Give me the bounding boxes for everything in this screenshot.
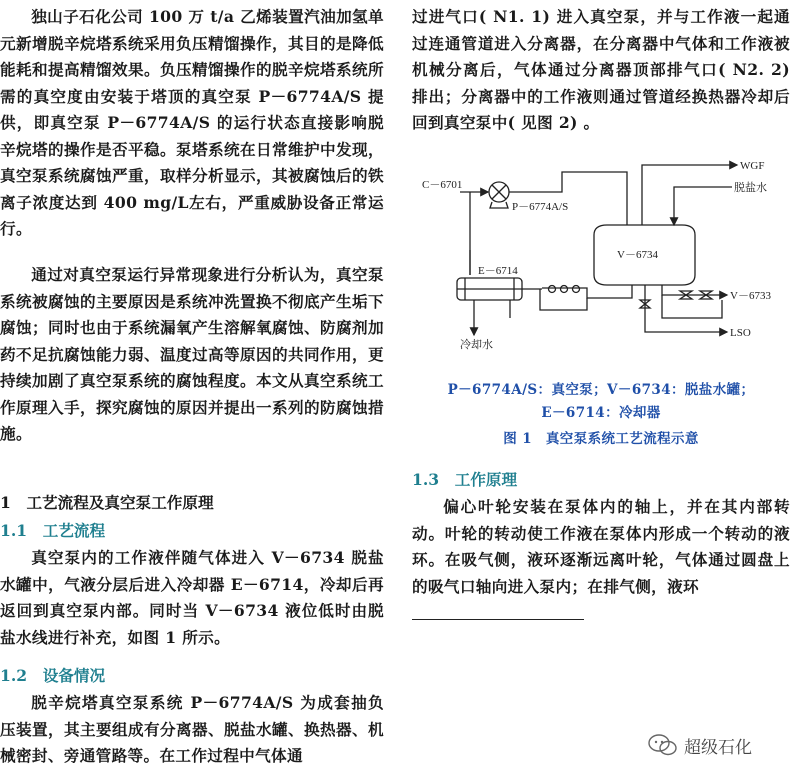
label-exchanger: E－6714 [478,265,518,277]
label-lso: LSO [730,327,751,339]
process-paragraph: 真空泵内的工作液伴随气体进入 V－6734 脱盐水罐中，气液分层后进入冷却器 E－6714，冷却后再返回到真空泵内部。同时当 V－6734 液位低时由脱盐水线进行补充，如图 1 所示。 [0,548,384,647]
section-1-2-heading: 1.2 设备情况 [0,666,106,685]
intro-paragraph: 独山子石化公司 100 万 t/a 乙烯装置汽油加氢单元新增脱辛烷塔系统采用负压精馏操作，其目的是降低能耗和提高精馏效果。负压精馏操作的脱辛烷塔系统所需的真空度由安装于塔顶的真空泵 P－6774A/S 提供，即真空泵 P－6774A/S 的运行状态直接影响脱辛烷塔的操作是否平稳。泵塔系统在日常维护中发现，真空泵系统腐蚀严重，取样分析显示，其被腐蚀后的铁离子浓度达到 400 mg/L左右，严重威胁设备正常运行。 [0,7,384,238]
process-flow-diagram [412,150,790,350]
section-1-1-heading: 1.1 工艺流程 [0,521,106,540]
footnote-rule [412,619,584,620]
label-desalt-water: 脱盐水 [734,182,767,194]
watermark-text: 超级石化 [684,737,752,758]
label-vessel: V－6734 [617,249,658,261]
label-cooling-water: 冷却水 [460,339,493,350]
watermark [648,730,778,760]
section-1-3-heading: 1.3 工作原理 [412,470,518,489]
label-wgf: WGF [740,160,765,172]
figure-legend-line2: E－6714：冷却器 [541,405,661,421]
wechat-icon [648,733,678,757]
label-c6701: C－6701 [422,179,463,191]
working-principle-paragraph: 偏心叶轮安装在泵体内的轴上，并在其内部转动。叶轮的转动使工作液在泵体内形成一个转动的液环。在吸气侧，液环逐渐远离叶轮，气体通过圆盘上的吸气口轴向进入泵内；在排气侧，液环 [412,497,790,596]
label-pump: P－6774A/S [512,201,569,213]
section-1-heading: 1 工艺流程及真空泵工作原理 [0,493,214,512]
figure-legend-line1: P－6774A/S：真空泵；V－6734：脱盐水罐； [447,382,755,398]
continued-paragraph: 过进气口( N1. 1) 进入真空泵，并与工作液一起通过连通管道进入分离器，在分离器中气体和工作液被机械分离后，气体通过分离器顶部排气口( N2. 2) 排出；分离器中的工作液则通过管道经换热器冷却后回到真空泵中( 见图 2) 。 [412,7,790,132]
figure-title: 图 1 真空泵系统工艺流程示意 [503,431,699,447]
equipment-paragraph: 脱辛烷塔真空泵系统 P－6774A/S 为成套抽负压装置，其主要组成有分离器、脱盐水罐、换热器、机械密封、旁通管路等。在工作过程中气体通 [0,693,384,765]
label-v6733: V－6733 [730,290,771,302]
analysis-paragraph: 通过对真空泵运行异常现象进行分析认为，真空泵系统被腐蚀的主要原因是系统冲洗置换不彻底产生垢下腐蚀；同时也由于系统漏氧产生溶解氧腐蚀、防腐剂加药不足抗腐蚀能力弱、温度过高等原因的共同作用，更持续加剧了真空泵系统的腐蚀程度。本文从真空系统工作原理入手，探究腐蚀的原因并提出一系列的防腐蚀措施。 [0,265,384,443]
